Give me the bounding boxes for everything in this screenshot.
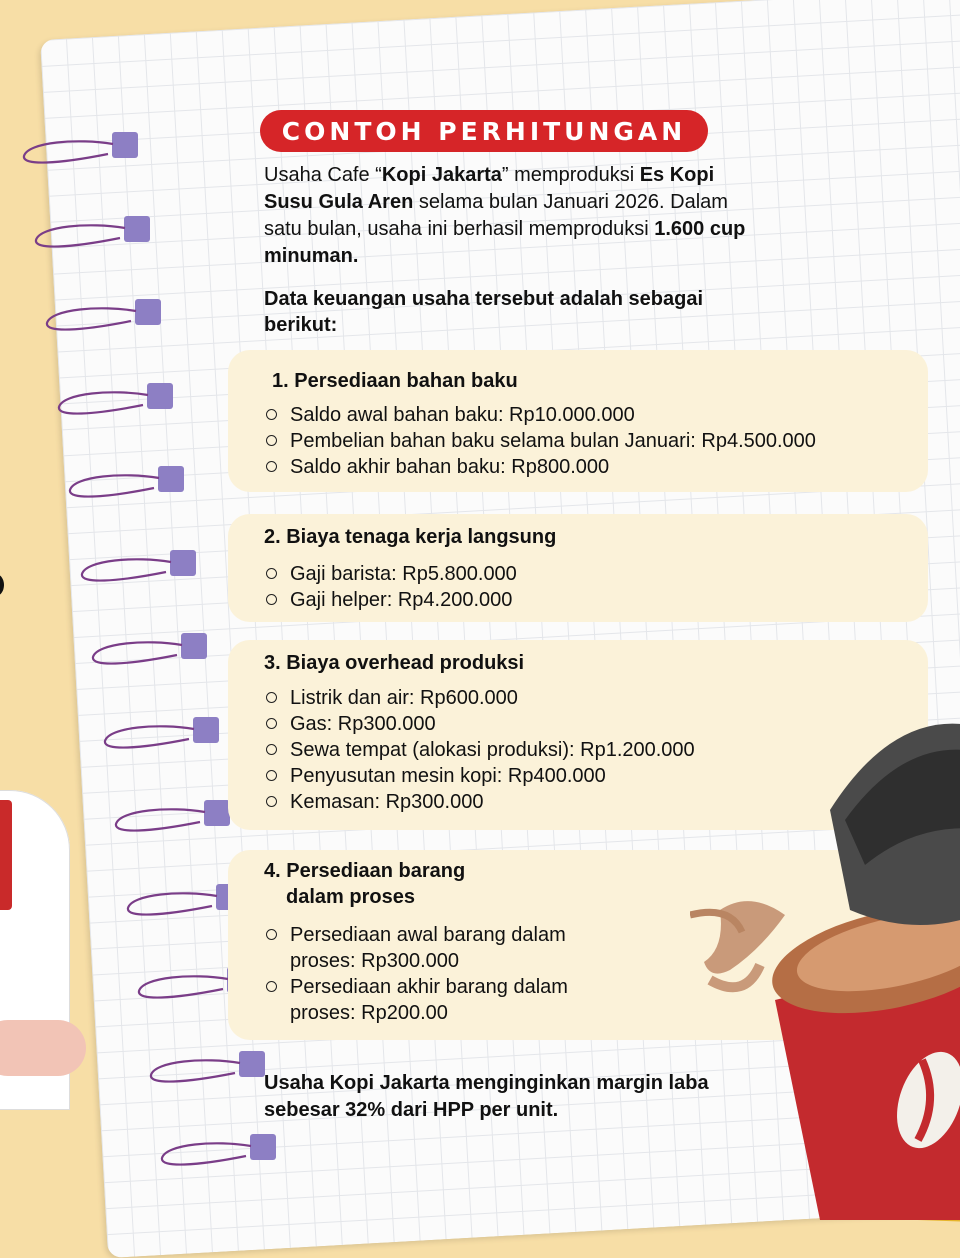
- circle-bullet-icon: [266, 461, 277, 472]
- item-text: Persediaan awal barang dalam: [290, 924, 566, 946]
- item-list: [264, 922, 568, 1026]
- closing-statement: Usaha Kopi Jakarta menginginkan margin laba sebesar 32% dari HPP per unit.: [264, 1072, 709, 1121]
- list-item: [264, 789, 695, 815]
- intro-paragraph: [264, 162, 764, 270]
- spiral-ring-icon: [145, 1051, 265, 1091]
- coffee-cup-icon: [690, 700, 960, 1220]
- list-item: [264, 454, 816, 480]
- spiral-ring-icon: [99, 717, 219, 757]
- spiral-ring-icon: [18, 132, 138, 172]
- spiral-ring-icon: [87, 633, 207, 673]
- list-item: [264, 587, 517, 613]
- list-item: [264, 737, 695, 763]
- intro-text: ” memproduksi: [501, 164, 640, 186]
- item-text: Gaji barista: Rp5.800.000: [290, 563, 517, 585]
- item-text: Listrik dan air: Rp600.000: [290, 687, 518, 709]
- spiral-ring-icon: [76, 550, 196, 590]
- spiral-ring-icon: [110, 800, 230, 840]
- page-title: CONTOH PERHITUNGAN: [260, 110, 708, 152]
- spiral-ring-icon: [122, 884, 242, 924]
- item-text: proses: Rp200.00: [290, 1002, 448, 1024]
- intro-bold-quantity: 1.600 cup minuman.: [264, 218, 746, 267]
- circle-bullet-icon: [266, 770, 277, 781]
- circle-bullet-icon: [266, 594, 277, 605]
- list-item: [264, 922, 568, 974]
- intro-text: selama bulan Januari 2026. Dalam satu bulan, usaha ini berhasil memproduksi: [264, 191, 728, 240]
- person-apron-strap: [0, 800, 12, 910]
- list-item: [264, 402, 816, 428]
- section-tenaga-kerja: [228, 514, 928, 622]
- decorative-dot: [0, 574, 4, 596]
- item-list: [264, 561, 517, 613]
- item-text: Penyusutan mesin kopi: Rp400.000: [290, 765, 606, 787]
- section-title: 1. Persediaan bahan baku: [272, 370, 518, 392]
- person-arm: [0, 1020, 86, 1076]
- item-text: proses: Rp300.000: [290, 950, 460, 972]
- section-title-line: dalam proses: [286, 886, 415, 908]
- list-item: [264, 685, 695, 711]
- item-text: Persediaan akhir barang dalam: [290, 976, 568, 998]
- list-item: [264, 428, 816, 454]
- item-list: [264, 402, 816, 480]
- item-text: Saldo akhir bahan baku: Rp800.000: [290, 456, 610, 478]
- circle-bullet-icon: [266, 568, 277, 579]
- spiral-ring-icon: [156, 1134, 276, 1174]
- section-title: 2. Biaya tenaga kerja langsung: [264, 526, 557, 548]
- item-text: Gas: Rp300.000: [290, 713, 436, 735]
- data-lead-text: Data keuangan usaha tersebut adalah sebagai berikut:: [264, 288, 704, 336]
- item-text: Sewa tempat (alokasi produksi): Rp1.200.000: [290, 739, 695, 761]
- intro-bold-product: Es Kopi Susu Gula Aren: [264, 164, 715, 213]
- item-list: [264, 685, 695, 815]
- circle-bullet-icon: [266, 981, 277, 992]
- section-title: [264, 858, 465, 910]
- list-item: [264, 763, 695, 789]
- circle-bullet-icon: [266, 692, 277, 703]
- circle-bullet-icon: [266, 796, 277, 807]
- intro-bold-name: Kopi Jakarta: [381, 164, 502, 186]
- section-title: 3. Biaya overhead produksi: [264, 652, 525, 674]
- circle-bullet-icon: [266, 435, 277, 446]
- section-bahan-baku: [228, 350, 928, 492]
- item-text: Gaji helper: Rp4.200.000: [290, 589, 513, 611]
- coffee-cup-illustration: [690, 700, 960, 1220]
- section-title-line: 4. Persediaan barang: [264, 860, 466, 882]
- list-item: [264, 974, 568, 1026]
- item-text: Saldo awal bahan baku: Rp10.000.000: [290, 404, 635, 426]
- item-text: Kemasan: Rp300.000: [290, 791, 484, 813]
- list-item: [264, 561, 517, 587]
- spiral-ring-icon: [30, 216, 150, 256]
- circle-bullet-icon: [266, 718, 277, 729]
- spiral-ring-icon: [53, 383, 173, 423]
- circle-bullet-icon: [266, 409, 277, 420]
- circle-bullet-icon: [266, 929, 277, 940]
- item-text: Pembelian bahan baku selama bulan Januari: Rp4.500.000: [290, 430, 816, 452]
- intro-text: Usaha Cafe “: [264, 164, 382, 186]
- spiral-ring-icon: [64, 466, 184, 506]
- spiral-ring-icon: [41, 299, 161, 339]
- list-item: [264, 711, 695, 737]
- circle-bullet-icon: [266, 744, 277, 755]
